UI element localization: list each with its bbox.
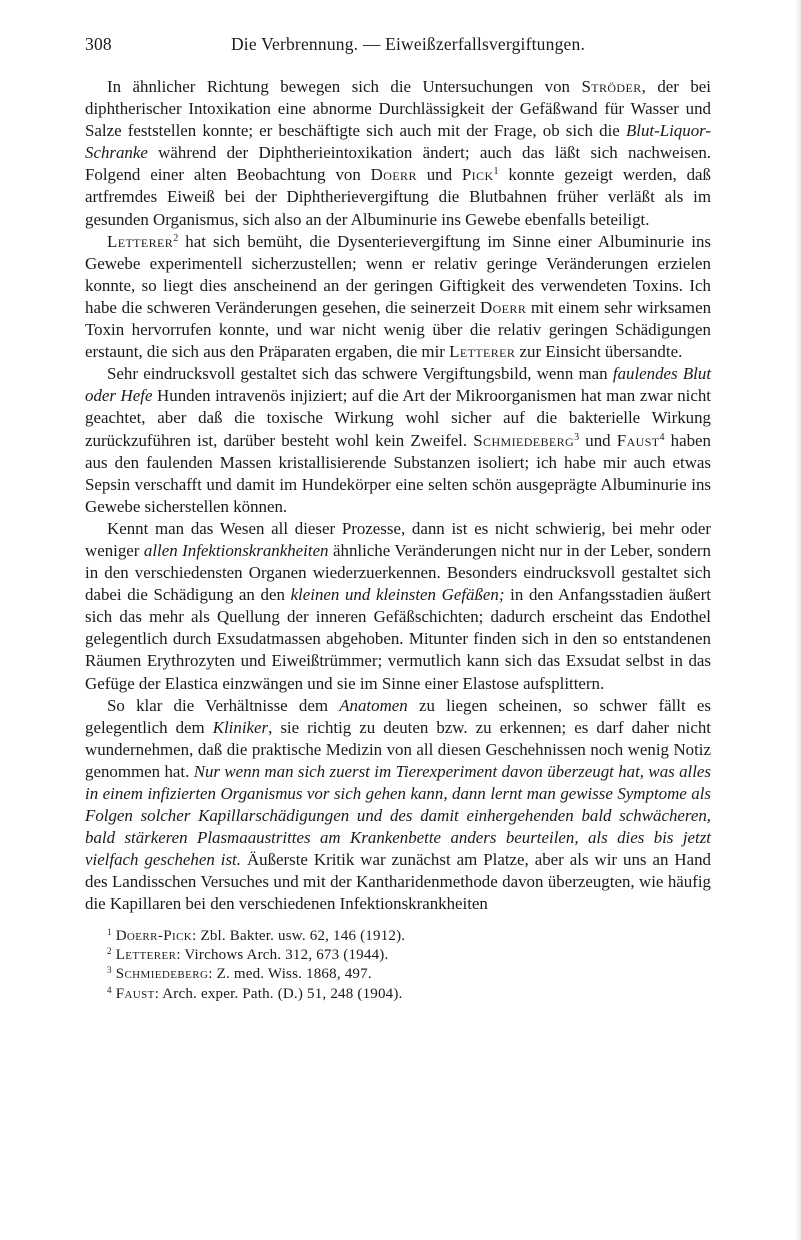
footnote-reference: : Arch. exper. Path. (D.) 51, 248 (1904). bbox=[154, 985, 403, 1002]
text-run: Hunden intravenös injiziert; auf die Art der Mikroorganismen hat man zwar nicht geachtet, aber daß die toxische Wirkung wohl sicher auf die bakterielle Wirkung zurückzuführen ist, darüber besteht wohl kein Zweifel. bbox=[85, 386, 712, 450]
text-run: und bbox=[416, 165, 462, 185]
emphasis-text: faulendes Blut oder Hefe bbox=[85, 364, 712, 406]
text-run: , der bei diphtherischer Intoxikation eine abnorme Durchlässigkeit der Gefäßwand für Wasser und Salze feststellen konnte; er beschäftigte sich auch mit der Frage, ob sich die bbox=[85, 77, 711, 141]
text-run: In ähnlicher Richtung bewegen sich die Untersuchungen von bbox=[107, 77, 582, 96]
footnote-author: Faust bbox=[115, 985, 155, 1002]
author-name: Schmiedeberg bbox=[473, 430, 575, 450]
footnote bbox=[85, 927, 711, 946]
emphasis-text: Anatomen bbox=[339, 695, 408, 715]
footnote-ref: 4 bbox=[659, 431, 665, 443]
text-run: zur Einsicht übersandte. bbox=[515, 342, 683, 362]
text-run: während der Diphtherieintoxikation ändert; auch das läßt sich nachweisen. Folgend einer alten Beobachtung von bbox=[85, 143, 711, 185]
paragraph bbox=[85, 695, 711, 916]
footnote-author: Letterer bbox=[115, 946, 177, 963]
page-edge-shadow bbox=[795, 0, 801, 1240]
footnote-marker: 3 bbox=[107, 965, 112, 976]
text-run: mit einem sehr wirksamen Toxin hervorrufen konnte, und war nicht wenig über die relativ geringen Schädigungen erstaunt, die sich aus den Präparaten ergaben, die mir bbox=[85, 297, 712, 362]
author-name: Pick bbox=[461, 165, 494, 185]
text-run: und bbox=[579, 430, 617, 450]
text-run: haben aus den faulenden Massen kristallisierende Substanzen isoliert; ich habe mir auch etwas Sepsin verschafft und damit im Hundekörper eine selten schön ausgeprägte Albuminurie ins Gewebe sicherstellen können. bbox=[85, 430, 711, 516]
author-name: Doerr bbox=[480, 297, 527, 317]
text-run: zu liegen scheinen, so schwer fällt es gelegentlich dem bbox=[85, 695, 711, 737]
running-title: Die Verbrennung. — Eiweißzerfallsvergiftungen. bbox=[230, 34, 586, 54]
footnote-author: Doerr-Pick bbox=[115, 927, 193, 944]
footnote bbox=[85, 946, 711, 965]
emphasis-text: Nur wenn man sich zuerst im Tierexperiment davon überzeugt hat, was alles in einem infizierten Organismus vor sich gehen kann, dann lernt man gewisse Symptome als Folgen solcher Kapillarschädigungen und des damit einhergehenden bald schwächeren, bald stärkeren Plasmaaustrittes am Krankenbette anders beurteilen, als dies bis jetzt vielfach geschehen ist. bbox=[85, 761, 711, 870]
text-run: , sie richtig zu deuten bzw. zu erkennen; es darf daher nicht wundernehmen, daß die praktische Medizin von all diesen Geschehnissen noch wenig Notiz genommen hat. bbox=[85, 717, 711, 781]
running-header bbox=[85, 34, 711, 60]
emphasis-text: Blut-Liquor-Schranke bbox=[85, 121, 711, 163]
paragraph bbox=[85, 76, 711, 231]
footnote bbox=[85, 985, 711, 1004]
footnotes bbox=[85, 927, 711, 1005]
footnote-marker: 4 bbox=[107, 984, 112, 995]
text-run: Äußerste Kritik war zunächst am Platze, aber als wir uns an Hand des Landisschen Versuches und mit der Kantharidenmethode davon überzeugten, wie häufig die Kapillaren bei den verschiedenen Infektionskrankheiten bbox=[85, 850, 711, 914]
footnote bbox=[85, 965, 711, 984]
emphasis-text: kleinen und kleinsten Gefäßen; bbox=[290, 585, 505, 605]
footnote-reference: : Zbl. Bakter. usw. 62, 146 (1912). bbox=[192, 927, 406, 944]
book-page bbox=[85, 34, 711, 1004]
text-run: Kennt man das Wesen all dieser Prozesse, dann ist es nicht schwierig, bei mehr oder weniger bbox=[85, 518, 711, 560]
text-run: ähnliche Veränderungen nicht nur in der Leber, sondern in den verschiedensten Organen wiederzuerkennen. Besonders eindrucksvoll gestaltet sich dabei die Schädigung an den bbox=[85, 540, 711, 605]
author-name: Doerr bbox=[370, 165, 417, 185]
paragraph bbox=[85, 231, 711, 364]
body-text bbox=[85, 76, 711, 916]
author-name: Faust bbox=[616, 430, 660, 450]
footnote-reference: : Z. med. Wiss. 1868, 497. bbox=[208, 966, 372, 983]
footnote-ref: 3 bbox=[574, 431, 580, 443]
paragraph bbox=[85, 518, 711, 695]
author-name: Ströder bbox=[581, 77, 642, 96]
footnote-ref: 1 bbox=[493, 166, 499, 178]
footnote-reference: : Virchows Arch. 312, 673 (1944). bbox=[176, 946, 389, 963]
text-run: hat sich bemüht, die Dysenterievergiftung im Sinne einer Albuminurie ins Gewebe experimentell sicherzustellen; wenn er relativ geringe Veränderungen erzielen konnte, so liegt dies anscheinend an der geringen Giftigkeit des verwendeten Toxins. Ich habe die schweren Veränderungen gesehen, die seinerzeit bbox=[85, 231, 711, 317]
emphasis-text: allen Infektionskrankheiten bbox=[143, 540, 329, 560]
paragraph bbox=[85, 363, 711, 518]
text-run: So klar die Verhältnisse dem bbox=[107, 695, 340, 715]
author-name: Letterer bbox=[449, 342, 516, 362]
footnote-marker: 2 bbox=[107, 945, 112, 956]
page-number: 308 bbox=[85, 34, 112, 54]
text-run: in den Anfangsstadien äußert sich das mehr als Quellung der inneren Gefäßschichten; dadurch erscheint das Endothel gelegentlich durch Exsudatmassen abgehoben. Mitunter finden sich in den so entstandenen Räumen Erythrozyten und Eiweißtrümmer; vermutlich kann sich das Exsudat selbst in das Gefüge der Elastica einzwängen und sie im Sinne einer Elastose aufsplittern. bbox=[85, 585, 711, 693]
footnote-ref: 2 bbox=[173, 232, 179, 244]
emphasis-text: Kliniker bbox=[212, 717, 269, 737]
text-run: Sehr eindrucksvoll gestaltet sich das schwere Vergiftungsbild, wenn man bbox=[107, 364, 613, 384]
footnote-marker: 1 bbox=[107, 926, 112, 937]
text-run: konnte gezeigt werden, daß artfremdes Eiweiß bei der Diphtherievergiftung die Blutbahnen früher verläßt als im gesunden Organismus, sich also an der Albuminurie ins Gewebe ebenfalls beteiligt. bbox=[85, 165, 711, 229]
footnote-author: Schmiedeberg bbox=[115, 966, 209, 983]
author-name: Letterer bbox=[107, 231, 174, 251]
